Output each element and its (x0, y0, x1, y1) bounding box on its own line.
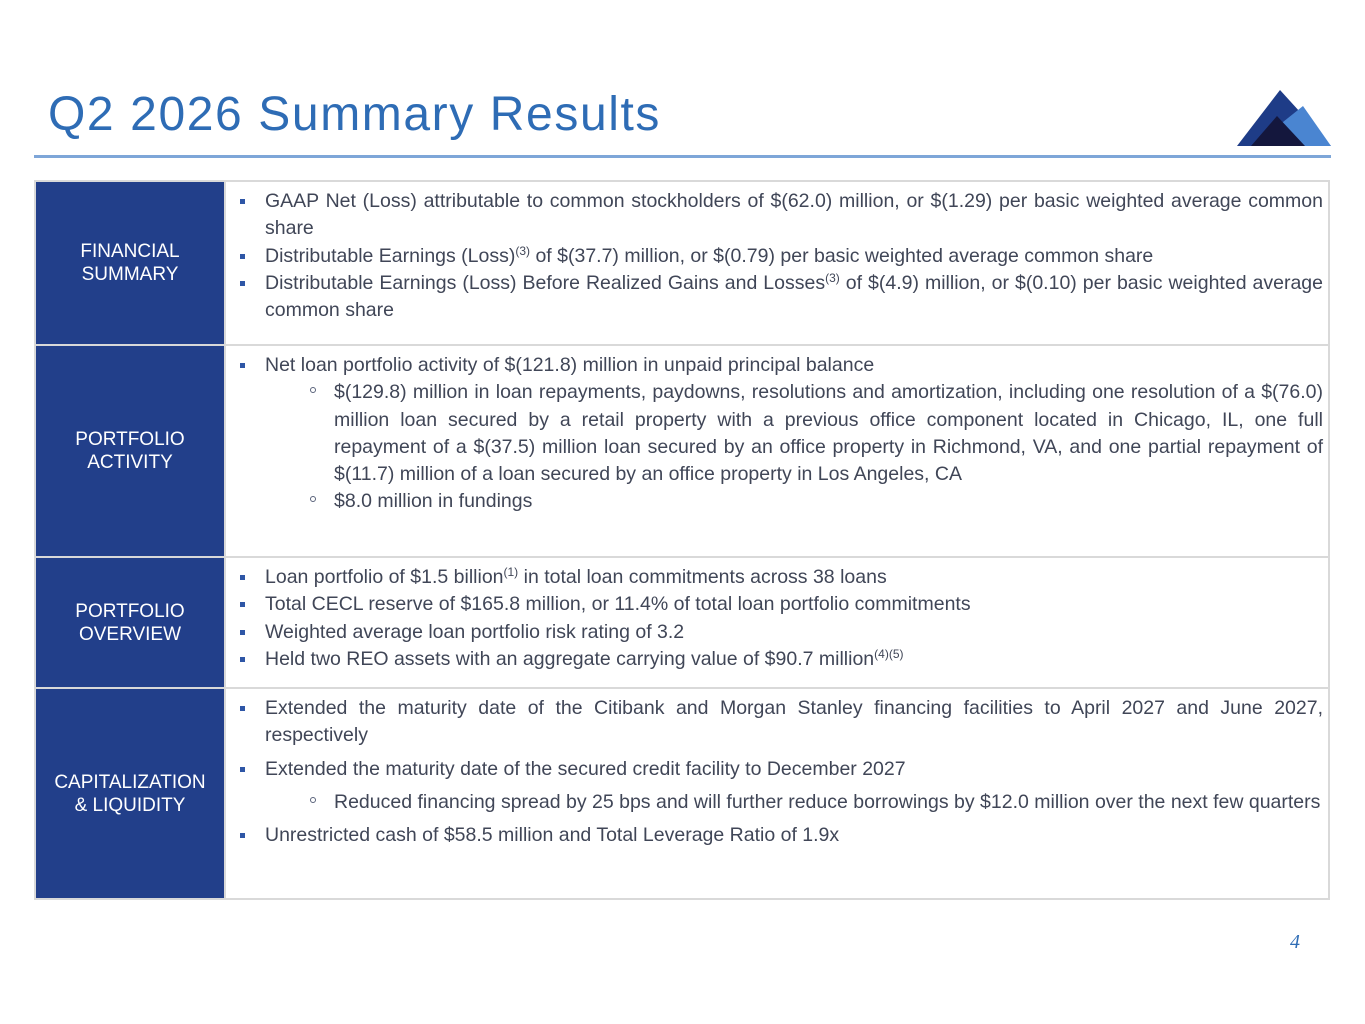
page-title: Q2 2026 Summary Results (48, 88, 662, 141)
bullet-text: Total CECL reserve of $165.8 million, or 11.4% of total loan portfolio commitments (265, 593, 971, 616)
section-label-line: CAPITALIZATION (54, 771, 206, 793)
footnote-ref: (3) (825, 270, 840, 285)
section-label-line: OVERVIEW (78, 623, 182, 645)
bullet-item (226, 646, 1323, 673)
bullet-text: Extended the maturity date of the secured credit facility to December 2027 (265, 757, 906, 780)
bullet-text: $(129.8) million in loan repayments, paydowns, resolutions and amortization, including one resolution of a $(76.0) million loan secured by a retail property with a previous office component located in Chicago, IL, one full repayment of a $(37.5) million loan secured by an office property in Richmond, VA, and one partial repayment of $(11.7) million of a loan secured by an office property in Los Angeles, CA (334, 381, 1323, 486)
summary-table (34, 180, 1330, 900)
page-number: 4 (1290, 931, 1300, 953)
bullet-text: Extended the maturity date of the Citibank and Morgan Stanley financing facilities to April 2027 and June 2027, respectively (265, 697, 1323, 747)
section-label-line: PORTFOLIO (75, 429, 185, 450)
section-content (225, 181, 1329, 345)
mountain-logo-icon (1237, 88, 1331, 148)
title-divider (34, 155, 1331, 158)
section-financial-summary (35, 181, 1329, 345)
bullet-item (226, 756, 1323, 783)
sub-bullet-item (226, 789, 1323, 816)
bullet-text: in total loan commitments across 38 loans (518, 566, 887, 588)
bullet-text: Held two REO assets with an aggregate carrying value of $90.7 million (265, 647, 875, 670)
footnote-ref: (4)(5) (874, 646, 904, 661)
bullet-text: Distributable Earnings (Loss) Before Realized Gains and Losses (265, 271, 826, 294)
bullet-text: Loan portfolio of $1.5 billion (265, 566, 504, 588)
footnote-ref: (1) (503, 565, 519, 579)
section-label (35, 345, 225, 557)
bullet-item (226, 695, 1323, 750)
section-label-line: SUMMARY (81, 264, 179, 285)
bullet-item (226, 591, 1323, 618)
bullet-item (226, 243, 1323, 270)
section-label-line: PORTFOLIO (75, 600, 185, 622)
section-label-line: FINANCIAL (80, 241, 180, 262)
section-content (225, 557, 1329, 688)
sub-bullet-item (226, 488, 1323, 515)
bullet-text: Unrestricted cash of $58.5 million and Total Leverage Ratio of 1.9x (265, 824, 840, 847)
section-capitalization-liquidity (35, 688, 1329, 899)
bullet-text: Weighted average loan portfolio risk rating of 3.2 (265, 620, 685, 643)
bullet-item (226, 352, 1323, 379)
bullet-text: Net loan portfolio activity of $(121.8) million in unpaid principal balance (265, 354, 875, 376)
section-portfolio-overview (35, 557, 1329, 688)
footnote-ref: (3) (515, 243, 531, 258)
bullet-item (226, 270, 1323, 325)
bullet-text: GAAP Net (Loss) attributable to common stockholders of $(62.0) million, or $(1.29) per basic weighted average common share (265, 190, 1323, 240)
section-content (225, 688, 1329, 899)
section-label (35, 557, 225, 688)
bullet-text: Reduced financing spread by 25 bps and will further reduce borrowings by $12.0 million over the next few quarters (334, 790, 1321, 813)
section-label (35, 688, 225, 899)
bullet-item (226, 822, 1323, 849)
sub-bullet-item (226, 379, 1323, 488)
bullet-item (226, 188, 1323, 243)
bullet-text: of $(37.7) million, or $(0.79) per basic weighted average common share (530, 244, 1154, 267)
bullet-item (226, 619, 1323, 646)
section-portfolio-activity (35, 345, 1329, 557)
bullet-item (226, 564, 1323, 591)
bullet-text: of $(4.9) million, or $(0.10) per basic weighted average common share (265, 271, 1323, 322)
bullet-text: $8.0 million in fundings (334, 490, 533, 513)
bullet-text: Distributable Earnings (Loss) (265, 244, 516, 267)
section-label-line: ACTIVITY (87, 452, 173, 473)
section-label-line: & LIQUIDITY (74, 794, 186, 816)
section-label (35, 181, 225, 345)
section-content (225, 345, 1329, 557)
